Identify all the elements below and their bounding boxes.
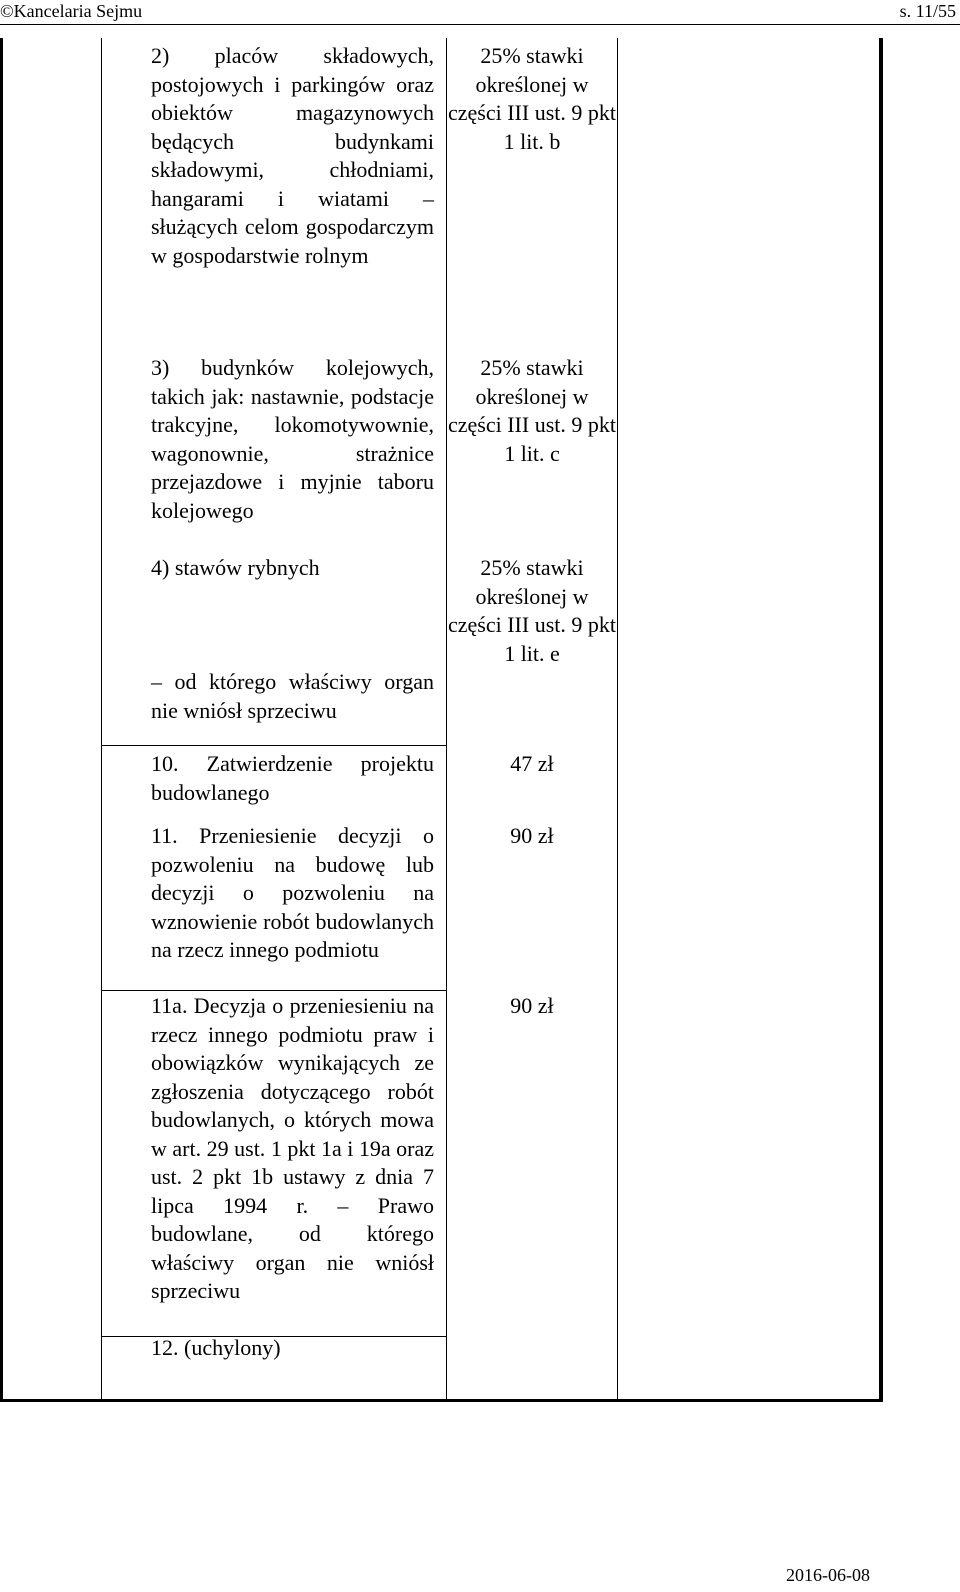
table-row-description: 10. Zatwierdzenie projektu budowlanego [151, 751, 434, 805]
table-row-description: 2) placów składowych, postojowych i parkingów oraz obiektów magazynowych będących budynkami składowymi, chłodniami, hangarami i wiatami – służących celom gospodarczym w gospodarstwie rolnym [151, 43, 434, 268]
header-source: ©Kancelaria Sejmu [0, 1, 143, 21]
table-row-fee: 25% stawki określonej w części III ust. 9 pkt 1 lit. e [448, 555, 616, 666]
header-rule [0, 24, 960, 25]
table-row-description: – od którego właściwy organ nie wniósł sprzeciwu [151, 669, 434, 723]
table-row-description: 12. (uchylony) [151, 1335, 281, 1360]
table-row-fee: 90 zł [510, 823, 554, 848]
column-divider [617, 38, 618, 1402]
table-row-fee: 25% stawki określonej w części III ust. 9 pkt 1 lit. c [448, 355, 616, 466]
table-border-left [0, 38, 3, 1402]
footer-date: 2016-06-08 [786, 1565, 870, 1585]
table-row-fee: 47 zł [510, 751, 554, 776]
table-row-description: 4) stawów rybnych [151, 555, 320, 580]
table-row-description: 11a. Decyzja o przeniesieniu na rzecz innego podmiotu praw i obowiązków wynikających ze zgłoszenia dotyczącego robót budowlanych, o których mowa w art. 29 ust. 1 pkt 1a i 19a oraz ust. 2 pkt 1b ustawy z dnia 7 lipca 1994 r. – Prawo budowlane, od którego właściwy organ nie wniósł sprzeciwu [151, 993, 434, 1303]
fee-table [0, 38, 883, 1402]
header-page-number: s. 11/55 [899, 1, 956, 21]
table-row-fee: 90 zł [510, 993, 554, 1018]
table-border-bottom [0, 1399, 883, 1402]
column-divider [446, 38, 447, 1402]
table-border-right [879, 38, 883, 1402]
row-divider [101, 745, 447, 746]
table-row-description: 11. Przeniesienie decyzji o pozwoleniu na budowę lub decyzji o pozwoleniu na wznowienie robót budowlanych na rzecz innego podmiotu [151, 823, 434, 962]
table-row-fee: 25% stawki określonej w części III ust. 9 pkt 1 lit. b [448, 43, 616, 154]
row-divider [101, 990, 447, 991]
column-divider [101, 38, 102, 1402]
table-row-description: 3) budynków kolejowych, takich jak: nastawnie, podstacje trakcyjne, lokomotywownie, wagonownie, strażnice przejazdowe i myjnie taboru kolejowego [151, 355, 434, 523]
